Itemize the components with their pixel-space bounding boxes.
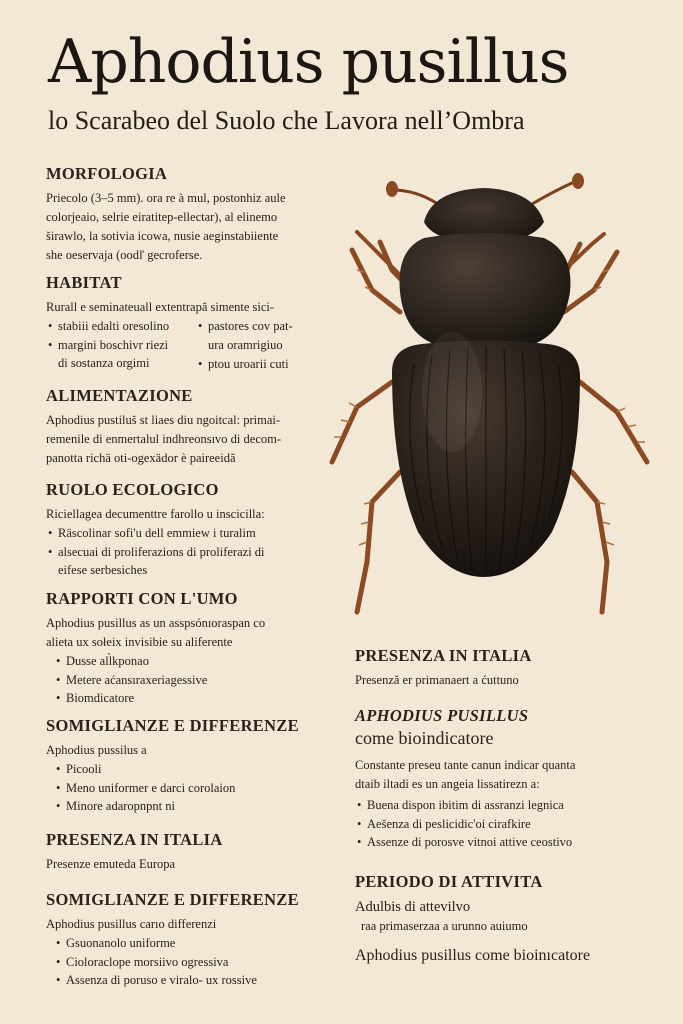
section-habitat bbox=[46, 273, 326, 373]
footer-line: Aphodius pusillus come bioinıcatore bbox=[355, 947, 591, 964]
body-line: Constante preseu tante canun indicar quanta bbox=[355, 758, 576, 772]
body-line: Aphodius pustiluš st liaes diu ngoitcal: primai- bbox=[46, 413, 281, 427]
body-line: Presenză er primanaert a ćuttuno bbox=[355, 673, 519, 687]
list-item: • Assenze di porosve vitnoi attive ceostivo bbox=[355, 833, 655, 852]
section-ruolo-ecologico bbox=[46, 480, 326, 580]
section-heading: APHODIUS PUSILLUS bbox=[355, 706, 529, 725]
body-line: she oeservaja (oodľ gecroferse. bbox=[46, 248, 203, 262]
list-item: • stabiii edalti oresolino bbox=[46, 317, 196, 336]
section-heading: PRESENZA IN ITALIA bbox=[355, 646, 532, 665]
list-item: • Biomdicatore bbox=[46, 689, 326, 708]
section-somiglianze-2 bbox=[46, 890, 326, 990]
page-title: Aphodius pusillus bbox=[48, 27, 569, 97]
body-line: raa primaserzaa a urunno auiumo bbox=[361, 919, 528, 933]
body-line: dtaib iltadi es un angeia lissatirezn a: bbox=[355, 777, 540, 791]
section-heading: HABITAT bbox=[46, 273, 122, 292]
list-item: • Cioloraclope morsiivo ogressiva bbox=[46, 953, 326, 972]
list-item: • alsecuai di proliferazions di proliferazi di bbox=[46, 543, 326, 562]
section-bioindicatore bbox=[355, 706, 655, 852]
antenna-club bbox=[572, 173, 584, 189]
body-line: alieta ux sołeix invisibie su aliferente bbox=[46, 635, 233, 649]
list-item: • ptou uroarii cuti bbox=[196, 355, 316, 374]
list-item: • Picooli bbox=[46, 760, 326, 779]
section-presenza-2 bbox=[355, 646, 655, 690]
beetle-illustration bbox=[312, 172, 662, 622]
section-heading: ALIMENTAZIONE bbox=[46, 386, 193, 405]
list-item: • Räscolinar sofi'u dell emmiew i turalim bbox=[46, 524, 326, 543]
section-heading: SOMIGLIANZE E DIFFERENZE bbox=[46, 890, 299, 909]
section-subheading: Adulbis di attevilvo bbox=[355, 899, 471, 915]
list-item: • Dusse all̀kponao bbox=[46, 652, 326, 671]
body-line: Aphodius pusillus as un asspsónıoraspan co bbox=[46, 616, 266, 630]
body-line: Rurall e seminateuall extentrapă simente sici- bbox=[46, 300, 275, 314]
section-rapporti bbox=[46, 589, 326, 708]
body-line: eifese serbesiches bbox=[58, 563, 148, 577]
body-line: ura oramrigiuo bbox=[208, 337, 283, 352]
habitat-right bbox=[196, 317, 316, 373]
body-line: panotta richä oti-ogexädor è paireeidã bbox=[46, 451, 236, 465]
body-line: Aphodius pussilus a bbox=[46, 743, 147, 757]
section-heading: SOMIGLIANZE E DIFFERENZE bbox=[46, 716, 299, 735]
body-line: colorjeaio, selrie eiratitep-ellectar), al elinemo bbox=[46, 210, 278, 224]
antenna-club bbox=[386, 181, 398, 197]
list-item: • Gsuonanolo uniforme bbox=[46, 934, 326, 953]
body-line: Priecolo (3–5 mm). ora re à mul, postonhiz aule bbox=[46, 191, 286, 205]
body-line: Aphodius pusillus carıo differenzi bbox=[46, 917, 217, 931]
list-item: • Aešenza di peslicidic'oi cirafkire bbox=[355, 815, 655, 834]
habitat-left bbox=[46, 317, 196, 373]
section-presenza-1 bbox=[46, 830, 326, 874]
body-line: Riciellagea decumenttre farollo u inscicilla: bbox=[46, 507, 265, 521]
body-line: di sostanza orgimi bbox=[58, 356, 150, 370]
section-heading: PERIODO DI ATTIVITA bbox=[355, 872, 543, 891]
list-item: • Buena dispon ibitim di assranzi legnica bbox=[355, 796, 655, 815]
section-heading: PRESENZA IN ITALIA bbox=[46, 830, 223, 849]
list-item: • Meno uniformer e darci corolaion bbox=[46, 779, 326, 798]
body-line: remenile di enmertalul indhreonsıvo di decom- bbox=[46, 432, 281, 446]
section-alimentazione bbox=[46, 386, 326, 468]
section-somiglianze-1 bbox=[46, 716, 326, 816]
list-item: • margini boschivr riezi bbox=[46, 336, 196, 355]
section-heading: RUOLO ECOLOGICO bbox=[46, 480, 219, 499]
body-line: Presenze emuteda Europa bbox=[46, 857, 176, 871]
habitat-columns bbox=[46, 317, 326, 373]
section-heading: RAPPORTI CON L'UMO bbox=[46, 589, 238, 608]
list-item: • Minore adaropnpnt ni bbox=[46, 797, 326, 816]
list-item: • Metere aćansıraxeriagessive bbox=[46, 671, 326, 690]
section-morfologia bbox=[46, 164, 326, 265]
list-item: • pastores cov pat- bbox=[196, 317, 316, 336]
list-item: • Assenza di poruso e viralo- ux rossive bbox=[46, 971, 326, 990]
page-subtitle: lo Scarabeo del Suolo che Lavora nell’Ombra bbox=[48, 106, 525, 135]
section-periodo bbox=[355, 872, 655, 966]
section-subheading: come bioindicatore bbox=[355, 728, 494, 748]
section-heading: MORFOLOGIA bbox=[46, 164, 168, 183]
body-line: širawlo, la sotivia icowa, nusie aeginstabiiente bbox=[46, 229, 279, 243]
beetle-pronotum bbox=[400, 233, 571, 348]
